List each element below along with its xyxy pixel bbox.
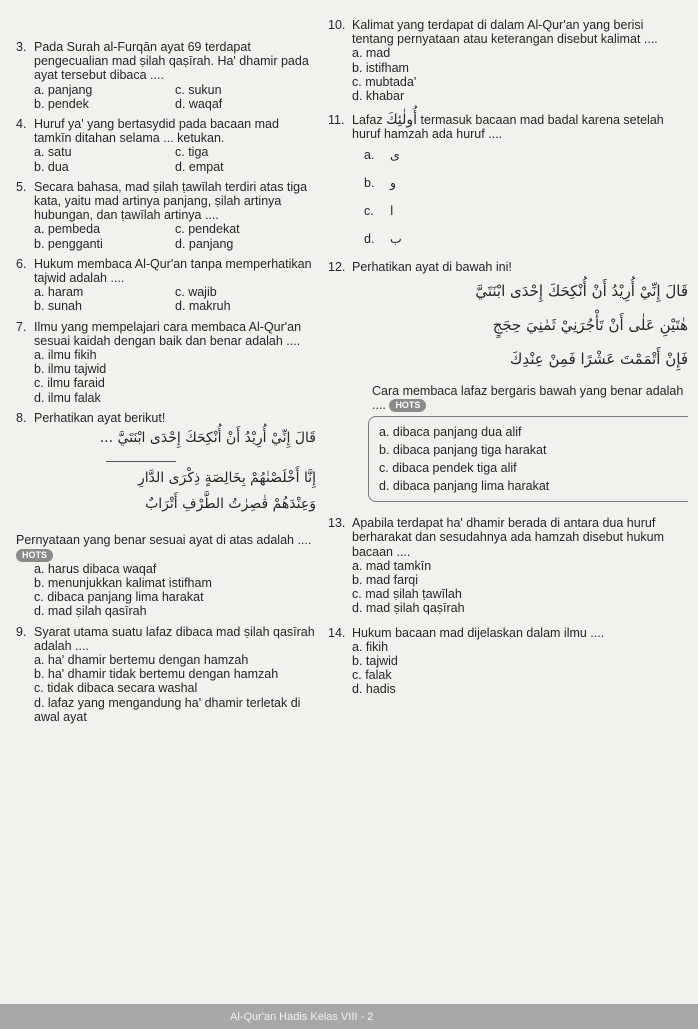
- option-b[interactable]: b. و: [364, 176, 688, 204]
- question-number: 14.: [328, 625, 346, 640]
- option-d[interactable]: d. mad ṣilah qasīrah: [34, 604, 147, 619]
- page-footer: [0, 1004, 698, 1029]
- option-d[interactable]: d. ilmu falak: [34, 390, 101, 405]
- option-b[interactable]: b. menunjukkan kalimat istifham: [34, 575, 212, 590]
- option-b[interactable]: b. istifham: [352, 60, 409, 75]
- option-a[interactable]: a. fikih: [352, 639, 389, 654]
- option-b[interactable]: b. dua: [34, 159, 69, 174]
- question-10: [328, 18, 688, 103]
- question-text: Syarat utama suatu lafaz dibaca mad ṣilah qasīrah adalah ....: [34, 624, 315, 653]
- option-a[interactable]: a. ha' dhamir bertemu dengan hamzah: [34, 652, 249, 667]
- question-text: Ilmu yang mempelajari cara membaca Al-Qur'an sesuai kaidah dengan baik dan benar adalah ....: [34, 319, 302, 348]
- question-text: Hukum bacaan mad dijelaskan dalam ilmu ....: [352, 625, 605, 640]
- question-number: 5.: [16, 179, 27, 194]
- option-c[interactable]: c. ilmu faraid: [34, 376, 105, 391]
- hots-badge: HOTS: [389, 399, 426, 412]
- arabic-letter: ى: [390, 146, 400, 162]
- option-b[interactable]: b. ha' dhamir tidak bertemu dengan hamzah: [34, 667, 279, 682]
- question-text: Kalimat yang terdapat di dalam Al-Qur'an yang berisi tentang pernyataan atau keterangan disebut kalimat ....: [352, 18, 658, 47]
- option-c[interactable]: c. mubtada': [352, 74, 417, 89]
- option-a[interactable]: a. pembeda: [34, 222, 101, 237]
- option-b[interactable]: b. dibaca panjang tiga harakat: [379, 443, 547, 458]
- option-a[interactable]: a. harus dibaca waqaf: [34, 561, 157, 576]
- option-c[interactable]: c. dibaca pendek tiga alif: [379, 461, 517, 476]
- arabic-verse-line-1: قَالَ إِنِّيْ أُرِيْدُ أَنْ أُنْكِحَكَ إِحْدَى ابْنَتَيَّ ...: [99, 430, 316, 447]
- arabic-letter: ا: [390, 202, 394, 218]
- arabic-verse-line-3: فَإِنْ أَتْمَمْتَ عَشْرًا فَمِنْ عِنْدِكَ: [510, 349, 688, 368]
- option-c[interactable]: c. falak: [352, 668, 392, 683]
- option-a[interactable]: a. ى: [364, 148, 688, 176]
- question-text: Huruf ya' yang bertasydid pada bacaan mad tamkīn ditahan selama ... ketukan.: [34, 117, 279, 146]
- option-c[interactable]: c. tiga: [175, 145, 209, 160]
- question-4: [16, 117, 316, 174]
- option-c[interactable]: c. dibaca panjang lima harakat: [34, 590, 204, 605]
- question-text: Perhatikan ayat berikut!: [34, 410, 166, 425]
- question-number: 6.: [16, 256, 27, 271]
- option-d[interactable]: d. khabar: [352, 89, 405, 104]
- option-d[interactable]: d. empat: [175, 159, 224, 174]
- option-c[interactable]: c. wajib: [175, 285, 217, 300]
- question-text-b: termasuk bacaan mad badal karena setelah huruf hamzah ada huruf ....: [352, 113, 664, 142]
- arabic-verse-line-1: قَالَ إِنِّيْ أُرِيْدُ أَنْ أُنْكِحَكَ إِحْدَى ابْنَتَيَّ: [475, 281, 688, 300]
- option-b[interactable]: b. sunah: [34, 299, 82, 314]
- question-7: [16, 320, 316, 405]
- option-c[interactable]: c. tidak dibaca secara washal: [34, 681, 198, 696]
- option-a[interactable]: a. haram: [34, 285, 84, 300]
- question-3: [16, 40, 316, 111]
- option-a[interactable]: a. mad: [352, 46, 391, 61]
- footer-text: Al-Qur'an Hadis Kelas VIII - 2: [230, 1011, 374, 1023]
- option-a[interactable]: a. satu: [34, 145, 72, 160]
- option-b[interactable]: b. pendek: [34, 96, 89, 111]
- question-5: [16, 180, 316, 251]
- option-d[interactable]: d. panjang: [175, 236, 234, 251]
- question-text-a: Lafaz: [352, 113, 383, 128]
- arabic-letter: و: [390, 174, 397, 190]
- hots-badge: HOTS: [16, 549, 53, 562]
- question-number: 4.: [16, 117, 27, 132]
- question-number: 11.: [328, 113, 345, 128]
- question-8: [16, 411, 316, 619]
- options-box: [368, 416, 688, 502]
- option-d[interactable]: d. dibaca panjang lima harakat: [379, 479, 550, 494]
- arabic-verse-line-2: إِنَّا أَخْلَصْنٰهُمْ بِخَالِصَةٍ ذِكْرَى الدَّارِ: [137, 470, 316, 487]
- left-column: [16, 40, 316, 730]
- option-d[interactable]: d. makruh: [175, 299, 231, 314]
- option-d[interactable]: d. lafaz yang mengandung ha' dhamir terletak di awal ayat: [34, 695, 301, 724]
- question-12: [328, 260, 688, 503]
- underline-mark: [16, 451, 316, 465]
- option-b[interactable]: b. ilmu tajwid: [34, 362, 107, 377]
- question-13: [328, 516, 688, 615]
- question-number: 12.: [328, 259, 346, 274]
- question-text: Hukum membaca Al-Qur'an tanpa memperhatikan tajwid adalah ....: [34, 256, 312, 286]
- option-d[interactable]: d. waqaf: [175, 96, 223, 111]
- question-text: Secara bahasa, mad ṣilah ṭawīlah terdiri atas tiga kata, yaitu mad artinya panjang, ṣilah artinya hubungan, dan ṭawīlah artinya ....: [34, 179, 308, 223]
- question-number: 9.: [16, 624, 27, 639]
- question-text: Pada Surah al-Furqān ayat 69 terdapat pengecualian mad ṣilah qaṣīrah. Ha' dhamir pada ayat tersebut dibaca ....: [34, 40, 309, 83]
- option-d[interactable]: d. hadis: [352, 682, 396, 697]
- question-14: [328, 626, 688, 697]
- option-d[interactable]: d. ب: [364, 232, 688, 254]
- question-6: [16, 257, 316, 314]
- question-number: 13.: [328, 516, 346, 531]
- right-column: [328, 18, 688, 703]
- question-stem: Pernyataan yang benar sesuai ayat di atas adalah .... HOTS: [16, 533, 312, 560]
- option-a[interactable]: a. panjang: [34, 82, 93, 97]
- question-text: Perhatikan ayat di bawah ini!: [352, 259, 512, 274]
- option-c[interactable]: c. mad ṣilah ṭawīlah: [352, 587, 462, 602]
- option-a[interactable]: a. ilmu fikih: [34, 348, 97, 363]
- question-text: Apabila terdapat ha' dhamir berada di antara dua huruf berharakat dan sesudahnya ada hamzah disebut hukum bacaan ....: [352, 516, 665, 559]
- option-b[interactable]: b. pengganti: [34, 236, 103, 251]
- question-number: 10.: [328, 18, 346, 32]
- option-c[interactable]: c. sukun: [175, 82, 222, 97]
- question-stem: Cara membaca lafaz bergaris bawah yang benar adalah .... HOTS: [372, 383, 684, 413]
- option-b[interactable]: b. tajwid: [352, 654, 398, 669]
- option-b[interactable]: b. mad farqi: [352, 573, 419, 588]
- arabic-verse-line-3: وَعِنْدَهُمْ قٰصِرٰتُ الطَّرْفِ أَتْرَابٌ: [145, 496, 316, 513]
- option-a[interactable]: a. mad tamkīn: [352, 558, 432, 573]
- arabic-letter: ب: [390, 230, 402, 246]
- option-c[interactable]: c. pendekat: [175, 222, 240, 237]
- question-number: 7.: [16, 319, 27, 334]
- option-c[interactable]: c. ا: [364, 204, 688, 232]
- option-a[interactable]: a. dibaca panjang dua alif: [379, 425, 522, 440]
- question-9: [16, 625, 316, 724]
- question-11: [328, 113, 688, 253]
- question-number: 8.: [16, 410, 27, 425]
- option-d[interactable]: d. mad ṣilah qaṣīrah: [352, 601, 465, 616]
- question-number: 3.: [16, 40, 27, 54]
- arabic-verse-line-2: هٰتَيْنِ عَلٰى أَنْ تَأْجُرَنِيْ ثَمٰنِيَ حِجَجٍ: [492, 315, 688, 334]
- arabic-word: أُولٰئِكَ: [386, 112, 418, 129]
